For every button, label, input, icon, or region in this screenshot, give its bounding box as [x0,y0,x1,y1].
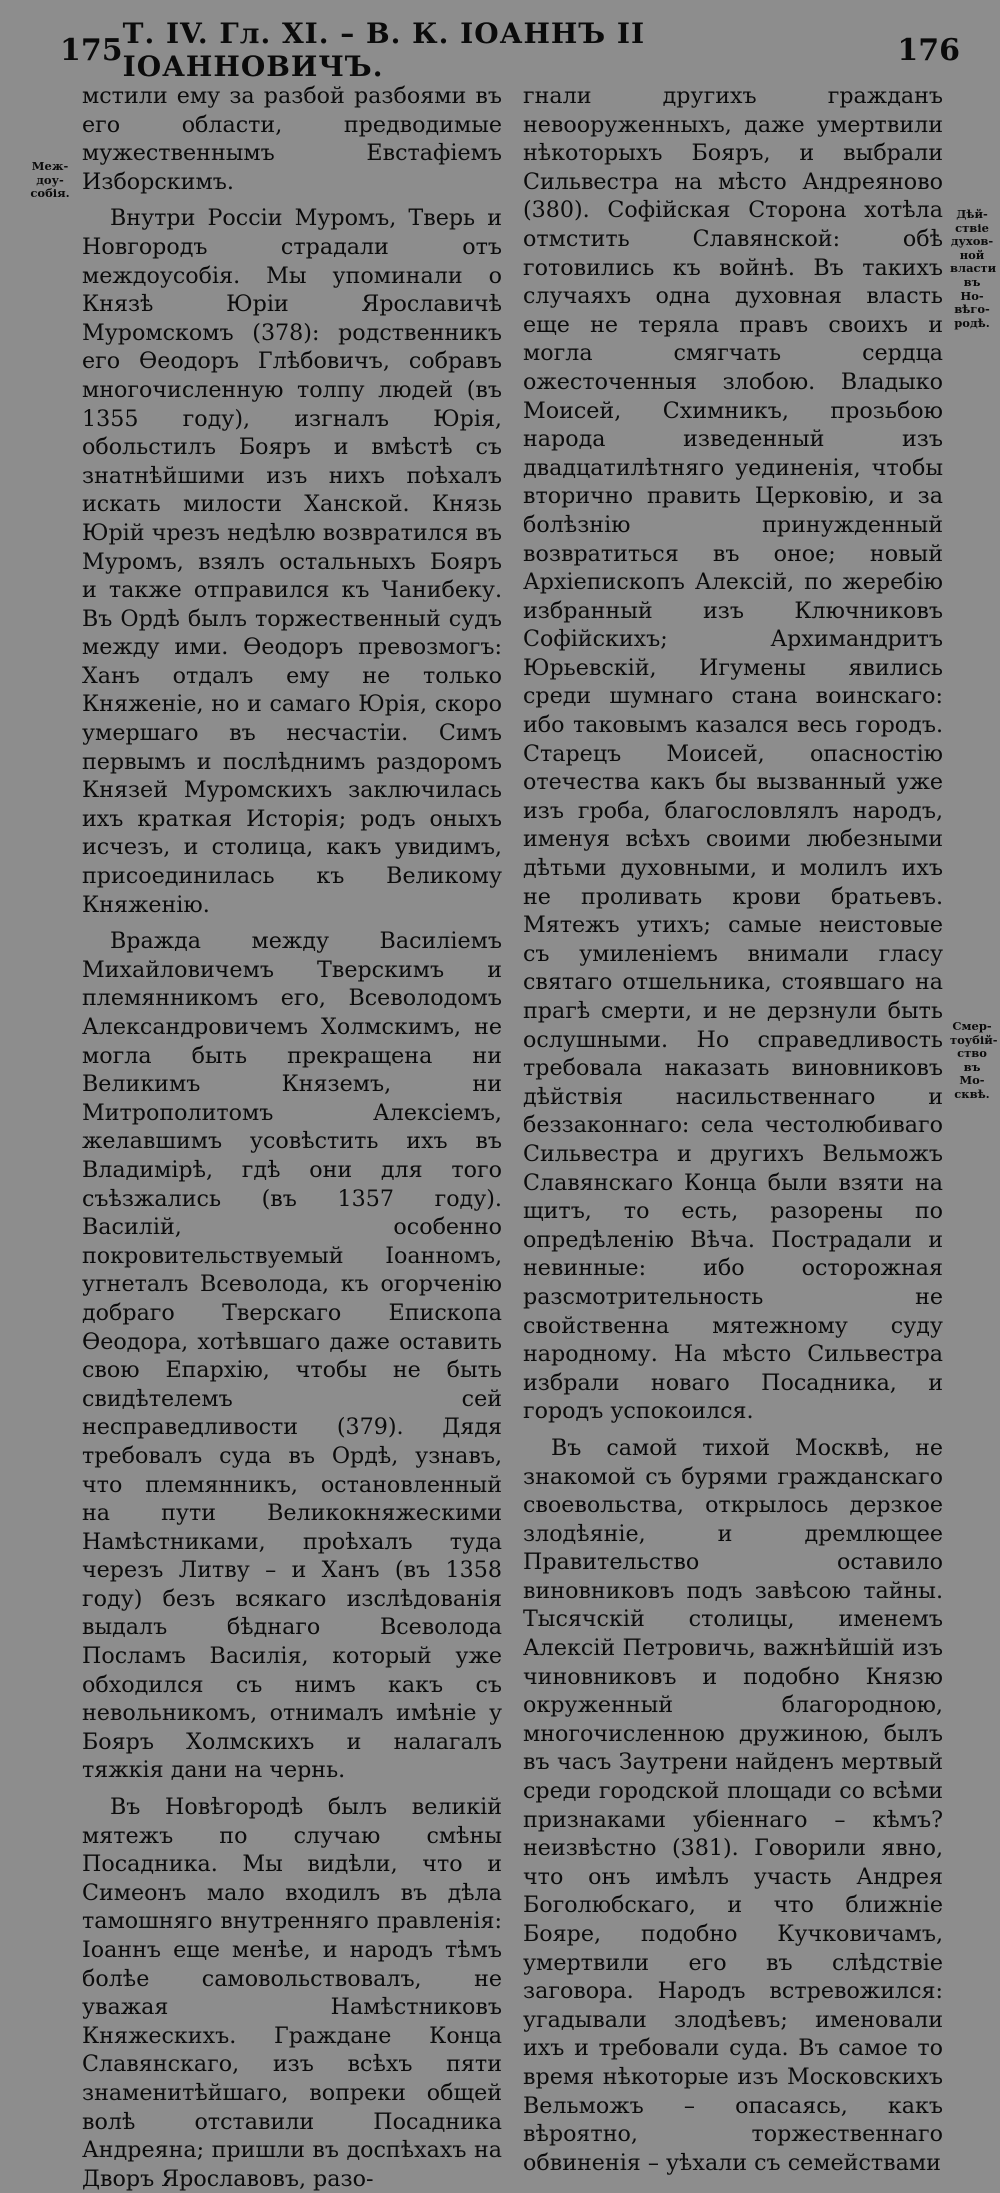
paragraph: Вражда между Василіемъ Михайловичемъ Тверскимъ и племянникомъ его, Всеволодомъ Александровичемъ Холмскимъ, не могла быть прекращена ни Великимъ Княземъ, ни Митрополитомъ Алексіемъ, желавшимъ усовѣстить ихъ въ Владимірѣ, гдѣ они для того съѣзжались (въ 1357 году). Василій, особенно покровительствуемый Іоанномъ, угнеталъ Всеволода, къ огорченію добраго Тверскаго Епископа Ѳеодора, хотѣвшаго даже оставить свою Епархію, чтобы не быть свидѣтелемъ сей несправедливости (379). Дядя требовалъ суда въ Ордѣ, узнавъ, что племянникъ, остановленный на пути Великокняжескими Намѣстниками, проѣхалъ туда черезъ Литву – и Ханъ (въ 1358 году) безъ всякаго изслѣдованія выдалъ бѣднаго Всеволода Посламъ Василія, который уже обходился съ нимъ какъ съ невольникомъ, отнималъ имѣніе у Бояръ Холмскихъ и налагалъ тяжкія дани на чернь. [82,928,502,1784]
note-line: родѣ. [954,315,990,330]
note-line: власти [950,261,997,276]
note-line: собія. [30,186,70,201]
note-line: вѣго- [954,302,990,317]
right-column [523,82,943,2176]
running-title: Т. IV. Гл. XI. – В. К. ІОАННЪ II ІОАННОВИЧЪ. [122,17,646,83]
note-line: сквѣ. [954,1086,990,1101]
note-line: Дѣй- [956,207,988,221]
paragraph: Въ Новѣгородѣ былъ великій мятежъ по случаю смѣны Посадника. Мы видѣли, что и Симеонъ мало входилъ въ дѣла тамошняго внутренняго правленія: Іоаннъ еще менѣе, и народъ тѣмъ болѣе самовольствовалъ, не уважая Намѣстниковъ Княжескихъ. Граждане Конца Славянскаго, изъ всѣхъ пяти знаменитѣйшаго, вопреки общей волѣ отставили Посадника Андреяна; пришли въ доспѣхахъ на Дворъ Ярославовъ, разо- [82,1794,502,2192]
note-line: ство [957,1046,987,1061]
note-line: въ Но- [960,274,984,303]
left-column [82,82,502,2192]
note-line: Меж- [31,159,69,173]
margin-note-murder [950,1019,998,1102]
paragraph: Въ самой тихой Москвѣ, не знакомой съ бурями гражданскаго своевольства, открылось дерзкое злодѣяніе, и дремлющее Правительство оставило виновниковъ подъ завѣсою тайны. Тысячскій столицы, именемъ Алексій Петровичь, важнѣйшій изъ чиновниковъ и подобно Князю окруженный благородною, многочисленною дружиною, былъ въ часъ Заутрени найденъ мертвый среди городской площади со всѣми признаками убіеннаго – кѣмъ? неизвѣстно (381). Говорили явно, что онъ имѣлъ участь Андрея Боголюбскаго, и что ближніе Бояре, подобно Кучковичамъ, умертвили его въ слѣдствіе заговора. Народъ встревожился: угадывали злодѣевъ; именовали ихъ и требовали суда. Въ самое то время нѣкоторые изъ Московскихъ Вельможъ – опасаясь, какъ вѣроятно, торжественнаго обвиненія – уѣхали съ семействами [523,1434,943,2176]
note-line: доу- [36,172,64,187]
note-line: Смер- [952,1019,992,1033]
note-line: тоубій- [950,1032,998,1047]
margin-note-strife [28,160,72,201]
page-number-left: 175 [60,32,123,68]
note-line: ной [959,247,985,262]
page-number-right: 176 [897,32,960,68]
paragraph: мстили ему за разбой разбоями въ его области, предводимые мужественнымъ Евстафіемъ Изборскимъ. [82,83,502,195]
paragraph: Внутри Россіи Муромъ, Тверь и Новгородъ страдали отъ междоусобія. Мы упоминали о Князѣ Юріи Ярославичѣ Муромскомъ (378): родственникъ его Ѳеодоръ Глѣбовичъ, собравъ многочисленную толпу людей (въ 1355 году), изгналъ Юрія, обольстилъ Бояръ и вмѣстѣ съ знатнѣйшими изъ нихъ поѣхалъ искать милости Ханской. Князь Юрій чрезъ недѣлю возвратился въ Муромъ, взялъ остальныхъ Бояръ и также отправился къ Чанибеку. Въ Ордѣ былъ торжественный судъ между ими. Ѳеодоръ превозмогъ: Ханъ отдалъ ему не только Княженіе, но и самаго Юрія, скоро умершаго въ несчастіи. Симъ первымъ и послѣднимъ раздоромъ Князей Муромскихъ заключилась ихъ краткая Исторія; родъ оныхъ исчезъ, и столица, какъ увидимъ, присоединилась къ Великому Княженію. [82,205,502,918]
note-line: ствіе [955,220,989,235]
note-line: въ Мо- [959,1059,985,1088]
note-line: духов- [950,234,994,249]
page-header [60,17,960,83]
paragraph: гнали другихъ гражданъ невооруженныхъ, даже умертвили нѣкоторыхъ Бояръ, и выбрали Сильвестра на мѣсто Андреяново (380). Софійская Сторона хотѣла отмстить Славянской: обѣ готовились къ войнѣ. Въ такихъ случаяхъ одна духовная власть еще не теряла правъ своихъ и могла смягчать сердца ожесточенныя злобою. Владыко Моисей, Схимникъ, прозьбою народа изведенный изъ двадцатилѣтняго уединенія, чтобы вторично править Церковію, и за болѣзнію принужденный возвратиться въ оное; новый Архіепископъ Алексій, по жеребію избранный изъ Ключниковъ Софійскихъ; Архимандритъ Юрьевскій, Игумены явились среди шумнаго стана воинскаго: ибо таковымъ казался весь городъ. Старецъ Моисей, опасностію отечества какъ бы вызванный уже изъ гроба, благословлялъ народъ, именуя всѣхъ своими любезными дѣтьми духовными, и молилъ ихъ не проливать крови братьевъ. Мятежъ утихъ; самые неистовые съ умиленіемъ внимали гласу святаго отшельника, стоявшаго на прагѣ смерти, и не дерзнули быть ослушными. Но справедливость требовала наказать виновниковъ дѣйствія насильственнаго и беззаконнаго: села честолюбиваго Сильвестра и другихъ Вельможъ Славянскаго Конца были взяти на щитъ, то есть, разорены по опредѣленію Вѣча. Пострадали и невинные: ибо осторожная разсмотрительность не свойственна мятежному суду народному. На мѣсто Сильвестра избрали новаго Посадника, и городъ успокоился. [523,83,943,1425]
margin-note-spiritual-power [950,207,997,330]
